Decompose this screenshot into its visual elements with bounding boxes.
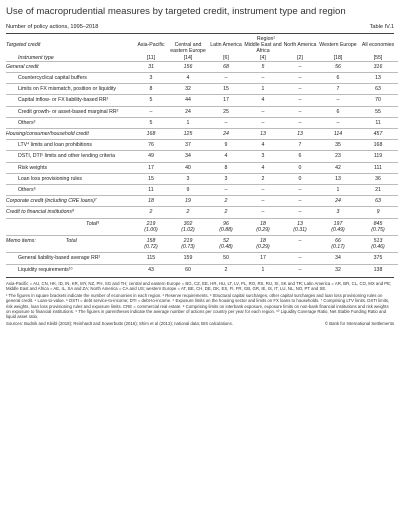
memo-ratio-row bbox=[6, 244, 398, 253]
row-value: 0 bbox=[282, 173, 318, 184]
column-count: [18] bbox=[318, 55, 358, 62]
row-value: – bbox=[282, 207, 318, 218]
total-ratio: (0.31) bbox=[293, 226, 307, 233]
row-value: – bbox=[208, 117, 244, 128]
total-ratio: (0.88) bbox=[219, 226, 233, 233]
row-value: 31 bbox=[134, 61, 168, 72]
row-label: Housing/consumer/household credit bbox=[6, 129, 134, 140]
table-row bbox=[6, 61, 398, 72]
row-value: 63 bbox=[358, 196, 398, 207]
total-value: 219 bbox=[134, 218, 168, 227]
row-value: 4 bbox=[244, 162, 282, 173]
row-value: – bbox=[282, 61, 318, 72]
table-row bbox=[6, 196, 398, 207]
row-value: 68 bbox=[208, 61, 244, 72]
column-count: [55] bbox=[358, 55, 398, 62]
memo-total-label: Total bbox=[65, 238, 77, 245]
memo-total-value: – bbox=[282, 236, 318, 245]
row-value: 17 bbox=[134, 162, 168, 173]
memo-total-value: 158 bbox=[134, 236, 168, 245]
row-value: 13 bbox=[282, 129, 318, 140]
row-value: 156 bbox=[168, 61, 208, 72]
row-value: – bbox=[282, 73, 318, 84]
memo-item-label: General liability-based average RR² bbox=[6, 253, 134, 264]
memo-item-row bbox=[6, 264, 398, 275]
row-header-targeted-credit: Targeted credit bbox=[6, 42, 41, 49]
memo-label-cell bbox=[6, 236, 134, 245]
row-value: 8 bbox=[208, 162, 244, 173]
table-row bbox=[6, 151, 398, 162]
row-value: 15 bbox=[208, 84, 244, 95]
column-count: [14] bbox=[168, 55, 208, 62]
table-row bbox=[6, 73, 398, 84]
table-row bbox=[6, 162, 398, 173]
memo-total-value: 219 bbox=[168, 236, 208, 245]
row-label: General credit bbox=[6, 61, 134, 72]
row-value: 34 bbox=[168, 151, 208, 162]
row-value: 8 bbox=[134, 84, 168, 95]
total-value: 18 bbox=[244, 218, 282, 227]
column-header: Central and eastern Europe bbox=[170, 42, 206, 55]
row-value: 49 bbox=[134, 151, 168, 162]
row-value: 56 bbox=[318, 61, 358, 72]
row-value: 2 bbox=[244, 173, 282, 184]
memo-item-value: 50 bbox=[208, 253, 244, 264]
table-row bbox=[6, 106, 398, 117]
memo-total-value: 18 bbox=[244, 236, 282, 245]
spacer bbox=[6, 227, 134, 236]
column-header: All economies bbox=[361, 42, 395, 49]
memo-item-row bbox=[6, 253, 398, 264]
row-value: 15 bbox=[134, 173, 168, 184]
total-ratio: (0.29) bbox=[256, 226, 270, 233]
row-value: 5 bbox=[244, 61, 282, 72]
memo-total-ratio: (0.72) bbox=[144, 244, 158, 251]
row-value: – bbox=[208, 185, 244, 196]
row-value: 11 bbox=[134, 185, 168, 196]
row-label: Others⁶ bbox=[6, 185, 134, 196]
row-header-instrument-type: Instrument type bbox=[6, 55, 134, 62]
spacer bbox=[6, 244, 134, 253]
row-value: 44 bbox=[168, 95, 208, 106]
row-label: Capital inflow- or FX liability-based RR² bbox=[6, 95, 134, 106]
row-value: – bbox=[244, 106, 282, 117]
row-value: 1 bbox=[244, 84, 282, 95]
column-count: [2] bbox=[282, 55, 318, 62]
total-value: 13 bbox=[282, 218, 318, 227]
row-value: – bbox=[282, 106, 318, 117]
table-title: Use of macroprudential measures by targeted credit, instrument type and region bbox=[6, 6, 346, 17]
table-row bbox=[6, 117, 398, 128]
row-label: Credit to financial institutions⁸ bbox=[6, 207, 134, 218]
row-value: – bbox=[244, 196, 282, 207]
table-row bbox=[6, 140, 398, 151]
row-value: 7 bbox=[318, 84, 358, 95]
memo-total-ratio: (0.17) bbox=[331, 244, 345, 251]
memo-item-value: 138 bbox=[358, 264, 398, 275]
row-value: – bbox=[282, 95, 318, 106]
footnote-regions: Asia-Pacific = AU, CN, HK, ID, IN, KR, MY, NZ, PH, SG and TH; central and eastern Europe = BG, CZ, EE, HR, HU, LT, LV, PL, RO, RS, RU, SI, SK and TR; Latin America = AR, BR, CL, CO, MX and PE; Middle East and Africa = AE, IL, SA and ZA; North America = CA and US; western Europe = AT, BE, CH, DE, DK, ES, FI, FR, GB, GR, IE, IS, IT, LU, NL, NO, PT and SE. bbox=[6, 280, 392, 292]
memo-item-value: 60 bbox=[168, 264, 208, 275]
sources-text: Sources: Budnik and Kleibl (2018); Reinhardt and Sowerbutts (2016); Shim et al (2013); national data; BIS calculations. bbox=[6, 321, 233, 327]
total-ratio: (0.75) bbox=[371, 226, 385, 233]
header-spacer bbox=[6, 34, 134, 42]
row-value: – bbox=[244, 207, 282, 218]
bottom-rule bbox=[6, 277, 394, 278]
row-value: 4 bbox=[244, 140, 282, 151]
row-value: – bbox=[318, 95, 358, 106]
table-row bbox=[6, 207, 398, 218]
row-value: 2 bbox=[208, 207, 244, 218]
column-header: Western Europe bbox=[319, 42, 357, 49]
row-value: 3 bbox=[208, 173, 244, 184]
memo-item-value: 1 bbox=[244, 264, 282, 275]
memo-total-value: 52 bbox=[208, 236, 244, 245]
total-value: 96 bbox=[208, 218, 244, 227]
row-value: 2 bbox=[168, 207, 208, 218]
row-value: 316 bbox=[358, 61, 398, 72]
data-table bbox=[6, 34, 398, 275]
row-label: Limits on FX mismatch, position or liquidity bbox=[6, 84, 134, 95]
row-value: – bbox=[244, 117, 282, 128]
row-value: 4 bbox=[208, 151, 244, 162]
row-value: 63 bbox=[358, 84, 398, 95]
row-value: – bbox=[282, 117, 318, 128]
memo-item-label: Liquidity requirements¹⁰ bbox=[6, 264, 134, 275]
row-value: – bbox=[282, 196, 318, 207]
row-value: 4 bbox=[168, 73, 208, 84]
row-value: 24 bbox=[318, 196, 358, 207]
row-value: 119 bbox=[358, 151, 398, 162]
row-value: 32 bbox=[168, 84, 208, 95]
row-value: 457 bbox=[358, 129, 398, 140]
row-value: 37 bbox=[168, 140, 208, 151]
row-value: 9 bbox=[168, 185, 208, 196]
row-label: Corporate credit (including CRE loans)⁷ bbox=[6, 196, 134, 207]
row-value: 25 bbox=[208, 106, 244, 117]
sources-row bbox=[6, 321, 394, 326]
row-value: 9 bbox=[208, 140, 244, 151]
row-value: 1 bbox=[318, 185, 358, 196]
memo-item-value: 17 bbox=[244, 253, 282, 264]
row-value: 13 bbox=[318, 173, 358, 184]
total-value: 302 bbox=[168, 218, 208, 227]
row-value: – bbox=[244, 73, 282, 84]
row-label: Others³ bbox=[6, 117, 134, 128]
memo-total-ratio bbox=[282, 244, 318, 253]
table-row bbox=[6, 173, 398, 184]
row-label: Credit growth- or asset-based marginal RR² bbox=[6, 106, 134, 117]
row-value: 168 bbox=[134, 129, 168, 140]
total-label: Total⁹ bbox=[6, 218, 134, 227]
row-value: 42 bbox=[318, 162, 358, 173]
row-value: 17 bbox=[208, 95, 244, 106]
row-value: 23 bbox=[318, 151, 358, 162]
table-subtitle: Number of policy actions, 1995–2018 bbox=[6, 24, 99, 30]
row-value: 3 bbox=[318, 207, 358, 218]
row-value: – bbox=[282, 84, 318, 95]
row-value: – bbox=[282, 185, 318, 196]
total-value: 197 bbox=[318, 218, 358, 227]
row-value: – bbox=[134, 106, 168, 117]
memo-total-ratio: (0.46) bbox=[371, 244, 385, 251]
memo-total-ratio: (0.48) bbox=[219, 244, 233, 251]
row-value: 0 bbox=[282, 162, 318, 173]
row-value: – bbox=[318, 117, 358, 128]
row-value: 6 bbox=[318, 73, 358, 84]
row-value: 5 bbox=[134, 117, 168, 128]
row-value: 1 bbox=[168, 117, 208, 128]
total-ratio-row bbox=[6, 227, 398, 236]
row-value: – bbox=[208, 73, 244, 84]
row-value: 5 bbox=[134, 95, 168, 106]
column-count: [11] bbox=[134, 55, 168, 62]
total-value: 845 bbox=[358, 218, 398, 227]
row-value: 35 bbox=[318, 140, 358, 151]
column-count: [4] bbox=[244, 55, 282, 62]
memo-total-ratio: (0.73) bbox=[181, 244, 195, 251]
column-count: [6] bbox=[208, 55, 244, 62]
table-id: Table IV.1 bbox=[369, 24, 394, 30]
row-value: 3 bbox=[244, 151, 282, 162]
memo-item-value: 2 bbox=[208, 264, 244, 275]
row-value: 19 bbox=[168, 196, 208, 207]
row-value: 18 bbox=[134, 196, 168, 207]
row-value: 4 bbox=[244, 95, 282, 106]
total-row bbox=[6, 218, 398, 227]
memo-item-value: 375 bbox=[358, 253, 398, 264]
row-value: 11 bbox=[358, 117, 398, 128]
row-value: 7 bbox=[282, 140, 318, 151]
footnote-notes: ¹ The figures in square brackets indicate the number of economies in each region. ² Reserve requirements. ³ Structural capital surcharges, other capital surcharges and loan loss provisioning rules on general credit. ⁴ Loan-to-value. ⁵ DSTI = debt service-to-income; DTI = debt-to-income. ⁶ Exposure limits on the housing sector and limits on FX loans to households. ⁷ Comprising LTV limits, DSTI limits, risk weights, loan loss provisioning rules and exposure limits. CRE = commercial real estate. ⁸ Comprising limits on interbank exposure, exposure limits on non-bank financial institutions and risk weights on exposure to financial institutions. ⁹ The figures in parentheses indicate the average number of actions per country per year for each region. ¹⁰ Liquidity Coverage Ratio, Net Stable Funding Ratio and liquid asset ratio. bbox=[6, 293, 390, 320]
memo-item-value: – bbox=[282, 264, 318, 275]
row-label: Countercyclical capital buffers bbox=[6, 73, 134, 84]
row-value: 76 bbox=[134, 140, 168, 151]
memo-total-row bbox=[6, 236, 398, 245]
row-value: 6 bbox=[282, 151, 318, 162]
row-label: Risk weights bbox=[6, 162, 134, 173]
table-row bbox=[6, 95, 398, 106]
row-value: 21 bbox=[358, 185, 398, 196]
total-ratio: (1.00) bbox=[144, 226, 158, 233]
row-value: 6 bbox=[318, 106, 358, 117]
column-header: Middle East and Africa bbox=[244, 42, 282, 55]
column-header: North America bbox=[283, 42, 317, 49]
row-value: 24 bbox=[208, 129, 244, 140]
memo-total-value: 513 bbox=[358, 236, 398, 245]
memo-total-ratio: (0.29) bbox=[256, 244, 270, 251]
row-value: 111 bbox=[358, 162, 398, 173]
memo-item-value: 32 bbox=[318, 264, 358, 275]
copyright-text: © Bank for International Settlements bbox=[324, 321, 394, 327]
row-value: 125 bbox=[168, 129, 208, 140]
row-value: 40 bbox=[168, 162, 208, 173]
row-value: 3 bbox=[134, 73, 168, 84]
row-value: 114 bbox=[318, 129, 358, 140]
row-value: 9 bbox=[358, 207, 398, 218]
row-value: 3 bbox=[168, 173, 208, 184]
memo-label: Memo items: bbox=[6, 238, 36, 245]
table-row bbox=[6, 84, 398, 95]
row-value: – bbox=[244, 185, 282, 196]
row-label: LTV⁴ limits and loan prohibitions bbox=[6, 140, 134, 151]
row-value: 13 bbox=[358, 73, 398, 84]
row-value: 36 bbox=[358, 173, 398, 184]
row-value: 70 bbox=[358, 95, 398, 106]
footnotes bbox=[6, 281, 394, 319]
memo-item-value: – bbox=[282, 253, 318, 264]
column-header: Asia-Pacific bbox=[137, 42, 165, 49]
table-row bbox=[6, 185, 398, 196]
row-value: 55 bbox=[358, 106, 398, 117]
row-value: 2 bbox=[208, 196, 244, 207]
table-row bbox=[6, 129, 398, 140]
total-ratio: (1.02) bbox=[181, 226, 195, 233]
row-label: Loan loss provisioning rules bbox=[6, 173, 134, 184]
column-header: Latin America bbox=[210, 42, 242, 49]
row-value: 168 bbox=[358, 140, 398, 151]
memo-item-value: 43 bbox=[134, 264, 168, 275]
memo-item-value: 159 bbox=[168, 253, 208, 264]
memo-item-value: 34 bbox=[318, 253, 358, 264]
region-label: Region¹ bbox=[256, 36, 276, 42]
row-value: 24 bbox=[168, 106, 208, 117]
row-label: DSTI, DTI⁵ limits and other lending criteria bbox=[6, 151, 134, 162]
subtitle-row bbox=[6, 24, 394, 30]
total-ratio: (0.49) bbox=[331, 226, 345, 233]
row-value: 13 bbox=[244, 129, 282, 140]
row-value: 2 bbox=[134, 207, 168, 218]
memo-item-value: 115 bbox=[134, 253, 168, 264]
memo-total-value: 66 bbox=[318, 236, 358, 245]
